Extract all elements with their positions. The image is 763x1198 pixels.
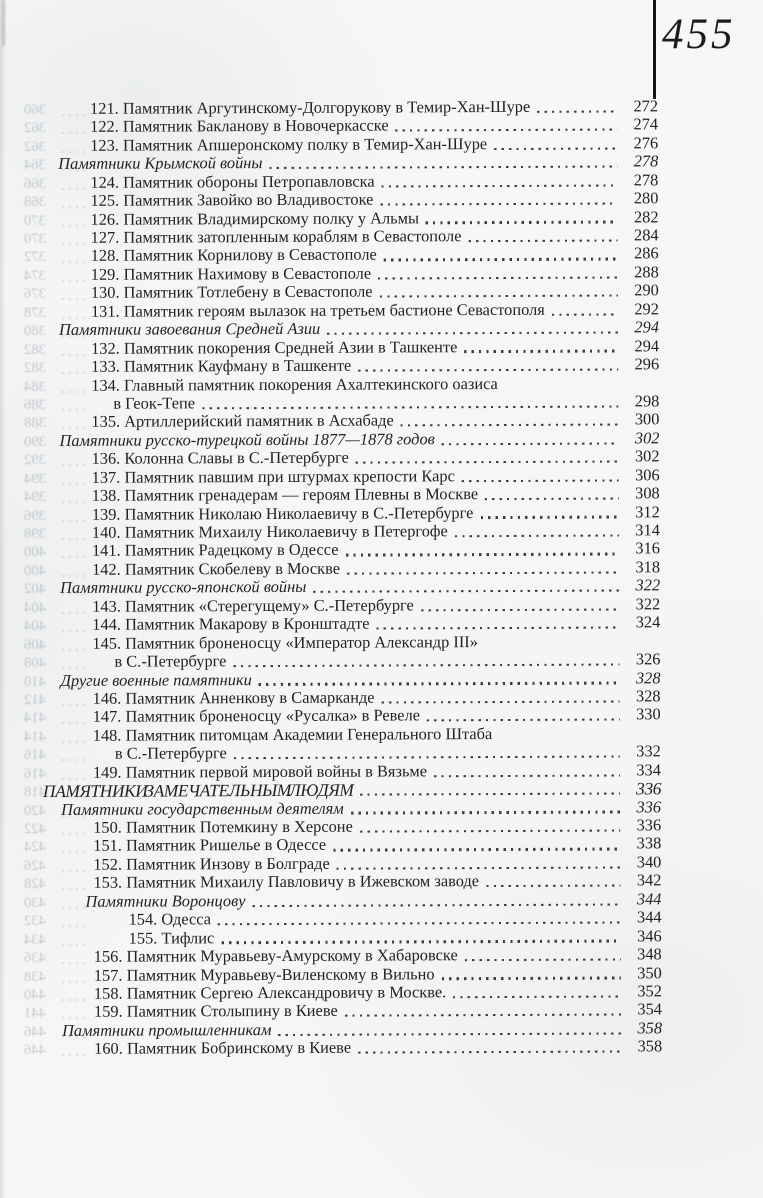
- bleed-number-row: 372: [24, 249, 94, 267]
- dot-leader: [494, 147, 617, 150]
- dot-leader: [377, 626, 620, 629]
- bleed-number-row: 404: [24, 599, 94, 617]
- toc-page-ref: 336: [636, 778, 662, 799]
- dot-leader: [234, 756, 620, 760]
- bleed-number-row: 382: [24, 341, 94, 359]
- toc-page-ref: 282: [633, 206, 659, 227]
- toc-entry-text: 147. Памятник броненосцу «Русалка» в Ревеле: [92, 705, 421, 727]
- toc-entry-text: 126. Памятник Владимирскому полку у Альмы: [90, 207, 420, 229]
- dot-leader: [485, 497, 619, 500]
- toc-entry-text: 121. Памятник Аргутинскому-Долгорукову в Темир-Хан-Шуре: [89, 96, 531, 118]
- dot-leader: [378, 276, 618, 279]
- toc-page-ref: 302: [634, 446, 660, 466]
- bleed-number-row: 406: [24, 636, 94, 654]
- bleed-number-row: 420: [24, 802, 94, 820]
- header-rule: [653, 0, 656, 99]
- dot-leader: [480, 516, 618, 519]
- bleed-number-row: 396: [24, 507, 94, 525]
- bleed-number-row: 404: [24, 617, 94, 635]
- scan-edge-shadow: [0, 0, 6, 1198]
- toc-entry-text: 141. Памятник Радецкому в Одессе: [91, 540, 339, 561]
- toc-page-ref: 274: [633, 114, 659, 134]
- toc-page-ref: 312: [635, 501, 660, 522]
- toc-page-ref: 326: [635, 649, 661, 669]
- toc-page-ref: 344: [636, 907, 662, 927]
- toc-entry-text: 152. Памятник Инзову в Болграде: [93, 853, 330, 874]
- bleed-number-row: 422: [24, 820, 94, 838]
- bleed-number-row: 398: [24, 525, 94, 543]
- dot-leader: [442, 977, 621, 980]
- toc-page-ref: 358: [637, 1018, 663, 1038]
- bleed-number-row: 382: [24, 359, 94, 377]
- toc-page-ref: 298: [634, 391, 660, 411]
- toc-entry-text: 149. Памятник первой мировой войны в Вязьме: [92, 761, 428, 782]
- dot-leader: [465, 958, 621, 961]
- bleed-number-row: 374: [24, 267, 94, 285]
- toc-entry-text: 155. Тифлис: [128, 927, 215, 948]
- toc-entry-text: 143. Памятник «Стерегущему» С.-Петербурге: [92, 595, 414, 616]
- toc-entry-text: 124. Памятник обороны Петропавловска: [90, 171, 375, 192]
- dot-leader: [421, 608, 619, 611]
- bleed-number-row: 390: [24, 433, 94, 451]
- bleed-number-row: 364: [24, 156, 94, 174]
- dot-leader: [537, 110, 617, 113]
- dot-leader: [427, 719, 620, 722]
- toc-page-ref: 354: [637, 999, 663, 1019]
- toc-entry-text: 150. Памятник Потемкину в Херсоне: [93, 816, 353, 837]
- bleed-number-row: 432: [24, 912, 94, 930]
- dot-leader: [356, 461, 619, 464]
- bleed-number-row: 400: [24, 544, 94, 562]
- dot-leader: [486, 885, 620, 888]
- toc-page-ref: 280: [633, 188, 659, 208]
- dot-leader: [218, 921, 621, 925]
- toc-page-ref: 330: [636, 704, 661, 724]
- bleed-number-row: 416: [24, 765, 94, 783]
- bleed-number-row: 414: [24, 709, 94, 727]
- toc-entry-text: Другие военные памятники: [60, 669, 252, 690]
- dot-leader: [259, 682, 620, 686]
- toc-entry-text: 133. Памятник Кауфману в Ташкенте: [91, 355, 352, 376]
- dot-leader: [269, 166, 617, 170]
- toc-page-ref: 348: [637, 944, 662, 964]
- dot-leader: [426, 221, 618, 224]
- bleed-number-row: 362: [24, 138, 94, 156]
- dot-leader: [358, 1051, 621, 1054]
- toc-entry-text: Памятники государственным деятелям: [61, 798, 344, 819]
- bleed-number-row: 446: [24, 1041, 94, 1059]
- toc-page-ref: 340: [636, 852, 662, 872]
- bleed-number-row: 410: [24, 673, 94, 691]
- dot-leader: [351, 811, 620, 814]
- toc-page-ref: 328: [635, 667, 661, 687]
- bleed-number-row: 376: [24, 285, 94, 303]
- toc-row: [44, 1038, 662, 1059]
- toc-entry-text: 159. Памятник Столыпину в Киеве: [93, 1001, 338, 1022]
- toc-page-ref: 294: [634, 317, 660, 337]
- dot-leader: [382, 700, 620, 703]
- toc-entry-text: 151. Памятник Ришелье в Одессе: [93, 835, 327, 856]
- bleed-number-row: 366: [24, 175, 94, 193]
- toc-list: [40, 97, 662, 1058]
- toc-entry-text: 122. Памятник Бакланову в Новочеркасске: [90, 115, 389, 137]
- bleed-number-row: 412: [24, 691, 94, 709]
- toc-entry-text: в С.-Петербурге: [114, 651, 227, 671]
- bleed-number-row: 400: [24, 562, 94, 580]
- bleed-number-row: 360: [24, 101, 94, 119]
- bleed-number-row: 440: [24, 986, 94, 1004]
- toc-page-ref: 358: [637, 1036, 663, 1056]
- toc-page-ref: 316: [635, 538, 661, 558]
- toc-page-ref: 336: [636, 815, 662, 835]
- bleed-number-row: 378: [24, 304, 94, 322]
- toc-entry-text: 128. Памятник Корнилову в Севастополе: [90, 245, 377, 266]
- bleed-number-row: 408: [24, 654, 94, 672]
- toc-entry-text: Памятники русско-турецкой войны 1877—1878 годов: [59, 429, 435, 450]
- toc-page-ref: 276: [633, 133, 659, 153]
- dot-leader: [380, 202, 617, 205]
- toc-entry-text: 158. Памятник Сергею Александровичу в Москве.: [93, 982, 447, 1003]
- dot-leader: [384, 258, 618, 261]
- dot-leader: [345, 1014, 621, 1018]
- toc-entry-text: 135. Артиллерийский памятник в Асхабаде: [91, 410, 394, 432]
- toc-page-ref: 338: [636, 833, 662, 853]
- bleed-number-row: 430: [24, 894, 94, 912]
- toc-page-ref: 324: [635, 612, 661, 632]
- dot-leader: [382, 184, 618, 187]
- bleed-number-row: 416: [24, 746, 94, 764]
- toc-page-ref: 278: [633, 151, 659, 171]
- toc-entry-text: 125. Памятник Завойко во Владивостоке: [90, 189, 374, 210]
- toc-page-ref: 344: [636, 889, 662, 909]
- dot-leader: [464, 350, 618, 353]
- toc-page-ref: 342: [636, 870, 662, 890]
- toc-entry-text: Памятники Крымской войны: [58, 153, 263, 174]
- dot-leader: [202, 405, 618, 409]
- toc-entry-text: 137. Памятник павшим при штурмах крепости Карс: [91, 465, 455, 487]
- dot-leader: [358, 368, 618, 371]
- toc-entry-text: в Геок-Тепе: [113, 393, 196, 413]
- dot-leader: [453, 995, 621, 998]
- toc-entry-text: 138. Памятник гренадерам — героям Плевны в Москве: [91, 484, 479, 505]
- bleed-number-row: 438: [24, 968, 94, 986]
- dot-leader: [346, 553, 619, 556]
- scan-smudge: [2, 0, 5, 46]
- dot-leader: [468, 239, 617, 242]
- dot-leader: [396, 129, 618, 132]
- toc-page-ref: 334: [636, 760, 661, 780]
- dot-leader: [442, 442, 619, 445]
- dot-leader: [434, 774, 620, 777]
- toc-page-ref: 322: [635, 575, 661, 595]
- bleed-number-row: 424: [24, 839, 94, 857]
- dot-leader: [347, 571, 619, 574]
- toc-page-ref: 284: [633, 225, 659, 245]
- toc-entry-text: Памятники русско-японской войны: [60, 577, 307, 598]
- toc-page-ref: 302: [634, 428, 660, 448]
- dot-leader: [401, 424, 619, 427]
- toc-page-ref: 350: [637, 962, 662, 982]
- dot-leader: [313, 590, 619, 594]
- dot-leader: [233, 663, 619, 667]
- dot-leader: [278, 1032, 621, 1036]
- toc-page-ref: 328: [635, 686, 661, 706]
- toc-entry-text: 146. Памятник Анненкову в Самарканде: [92, 687, 375, 708]
- toc-entry-text: 156. Памятник Муравьеву-Амурскому в Хабаровске: [93, 945, 458, 966]
- bleed-number-row: 426: [24, 857, 94, 875]
- dot-leader: [252, 903, 620, 907]
- toc-page-ref: 318: [635, 557, 661, 577]
- toc-entry-text: 142. Памятник Скобелеву в Москве: [92, 558, 341, 579]
- bleed-number-row: 370: [24, 212, 94, 230]
- page-number: 455: [662, 11, 736, 58]
- toc-entry-text: 153. Памятник Михаилу Павловичу в Ижевском заводе: [93, 871, 480, 893]
- toc-entry-text: 160. Памятник Бобринскому в Киеве: [94, 1037, 352, 1059]
- dot-leader: [380, 295, 618, 298]
- toc-entry-text: 140. Памятник Михаилу Николаевичу в Петергофе: [91, 521, 448, 542]
- dot-leader: [327, 331, 618, 335]
- toc-entry-text: 148. Памятник питомцам Академии Генерального Штаба: [92, 723, 493, 745]
- bleed-number-row: 418: [24, 783, 94, 801]
- toc-page-ref: 296: [634, 354, 660, 374]
- toc-page-ref: 314: [635, 520, 660, 540]
- toc-page-ref: 306: [635, 465, 660, 485]
- toc-entry-text: 134. Главный памятник покорения Ахалтекинского оазиса: [91, 373, 498, 395]
- toc-entry-text: 144. Памятник Макарову в Кронштадте: [92, 613, 370, 635]
- toc-entry-text: Памятники промышленникам: [62, 1019, 272, 1040]
- toc-entry-text: ПАМЯТНИКИ ЗАМЕЧАТЕЛЬНЫМ ЛЮДЯМ: [42, 779, 354, 802]
- toc-page-ref: 300: [634, 409, 660, 429]
- toc-page-ref: 292: [634, 299, 659, 319]
- bleed-number-row: 362: [24, 119, 94, 137]
- toc-entry-text: 127. Памятник затопленным кораблям в Севастополе: [90, 226, 462, 247]
- toc-entry-text: в С.-Петербурге: [114, 743, 227, 763]
- dot-leader: [360, 829, 620, 832]
- dot-leader: [552, 313, 618, 316]
- dot-leader: [221, 940, 620, 944]
- toc-entry-text: 139. Памятник Николаю Николаевичу в С.-Петербурге: [91, 502, 474, 524]
- toc-entry-text: Памятники Воронцову: [85, 890, 246, 911]
- toc-page-ref: 308: [635, 483, 660, 503]
- toc-entry-text: 131. Памятник героям вылазок на третьем бастионе Севастополя: [90, 299, 545, 321]
- toc-page-ref: 290: [634, 280, 659, 300]
- bleed-number-row: 436: [24, 949, 94, 967]
- toc-page-ref: 286: [634, 243, 659, 263]
- bleed-number-row: 446: [24, 1023, 94, 1041]
- toc-entry-text: 132. Памятник покорения Средней Азии в Ташкенте: [91, 336, 458, 358]
- toc-page-ref: 352: [637, 981, 662, 1001]
- bleed-number-row: 414: [24, 728, 94, 746]
- bleed-number-row: 394: [24, 488, 94, 506]
- toc-entry-text: 136. Колонна Славы в С.-Петербурге: [91, 447, 349, 469]
- bleed-number-row: 388: [24, 414, 94, 432]
- toc-page-ref: 294: [634, 335, 660, 356]
- toc-page-ref: 336: [636, 796, 662, 817]
- bleed-number-row: 428: [24, 875, 94, 893]
- dot-leader: [337, 866, 621, 870]
- toc-page-ref: 322: [635, 594, 661, 614]
- toc-entry-text: 157. Памятник Муравьеву-Виленскому в Вильно: [93, 963, 435, 985]
- toc-entry-text: 123. Памятник Апшеронскому полку в Темир-Хан-Шуре: [90, 133, 488, 155]
- bleed-number-row: 370: [24, 230, 94, 248]
- bleed-number-row: 368: [24, 193, 94, 211]
- bleed-number-row: 392: [24, 451, 94, 469]
- toc-entry-text: 129. Памятник Нахимову в Севастополе: [90, 263, 372, 284]
- toc-page-ref: 288: [634, 262, 659, 282]
- toc-page-ref: 332: [636, 741, 661, 761]
- dot-leader: [360, 792, 620, 795]
- dot-leader: [455, 534, 619, 537]
- bleed-number-row: 402: [24, 580, 94, 598]
- bleed-number-row: 380: [24, 322, 94, 340]
- toc-page-ref: 346: [637, 925, 662, 946]
- toc-entry-text: 145. Памятник броненосцу «Император Александр III»: [92, 631, 478, 653]
- bleed-number-row: 394: [24, 470, 94, 488]
- bleed-number-row: 441: [24, 1004, 94, 1022]
- bleed-number-row: 434: [24, 931, 94, 949]
- toc-entry-text: 130. Памятник Тотлебену в Севастополе: [90, 281, 373, 303]
- bleed-number-row: 386: [24, 396, 94, 414]
- toc-entry-text: 154. Одесса: [128, 909, 212, 929]
- toc-page-ref: 278: [633, 170, 659, 190]
- toc-page-ref: 272: [633, 96, 659, 116]
- toc-entry-text: Памятники завоевания Средней Азии: [58, 319, 321, 340]
- bleed-number-row: 384: [24, 378, 94, 396]
- dot-leader: [462, 479, 619, 482]
- dot-leader: [333, 848, 620, 852]
